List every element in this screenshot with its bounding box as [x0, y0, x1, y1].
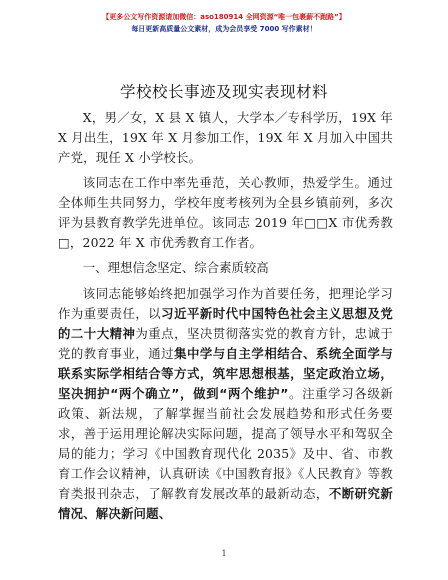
paragraph-study-run-6: 不断研究新情况、解决新问题、 — [58, 486, 394, 521]
paragraph-study-run-5: 。注重学习各级新政策、新法规，了解掌握当前社会发展趋势和形式任务要求，善于运用理论解决实际问题，提高了领导水平和驾驭全局的能力；学习《中国教育现代化 2035》及中、省、市教育工作会议精神，认真研读《中国教育报》《人民教育》等教育类报刊杂志，了解教育发展改革的最新动态， — [58, 386, 393, 501]
promo-banner-line-2: 每日更新高质量公文素材，成为会员享受 7000 写作素材！ — [131, 25, 317, 33]
promo-banner-line-1: 【更多公文写作资源请加微信：aso180914 全网资源“唯一包裹薪不跑路”】 — [102, 13, 346, 21]
page-number: 1 — [221, 549, 227, 558]
section-heading-1: 一、理想信念坚定、综合素质较高 — [82, 260, 269, 275]
document-body — [58, 108, 393, 529]
paragraph-study-run-2: 习近平新时代中国特色社会主义思想及党的二十大精神 — [58, 306, 393, 341]
paragraph-profile: X，男／女，X 县 X 镇人，大学本／专科学历，19X 年 X 月出生，19X 年 X 月参加工作，19X 年 X 月加入中国共产党，现任 X 小学校长。 — [58, 110, 393, 165]
paragraph-study-run-3: 为重点，坚决贯彻落实党的教育方针，忠诚于党的教育事业，通过 — [58, 326, 394, 361]
paragraph-study — [58, 284, 393, 524]
paragraph-achievements: 该同志在工作中率先垂范，关心教师，热爱学生。通过全体师生共同努力，学校年度考核列为全县乡镇前列，多次评为县教育教学先进单位。该同志 2019 年□□X 市优秀教□，2022 年 X 市优秀教育工作者。 — [58, 175, 393, 250]
paragraph-study-run-1: 该同志能够始终把加强学习作为首要任务，把理论学习作为重要责任，以 — [58, 286, 393, 321]
document-title: 学校校长事迹及现实表现材料 — [119, 83, 328, 101]
paragraph-study-run-4: 集中学与自主学相结合、系统全面学与联系实际学相结合等方式，筑牢思想根基，坚定政治立场，坚决拥护“两个确立”，做到“两个维护” — [58, 346, 393, 401]
